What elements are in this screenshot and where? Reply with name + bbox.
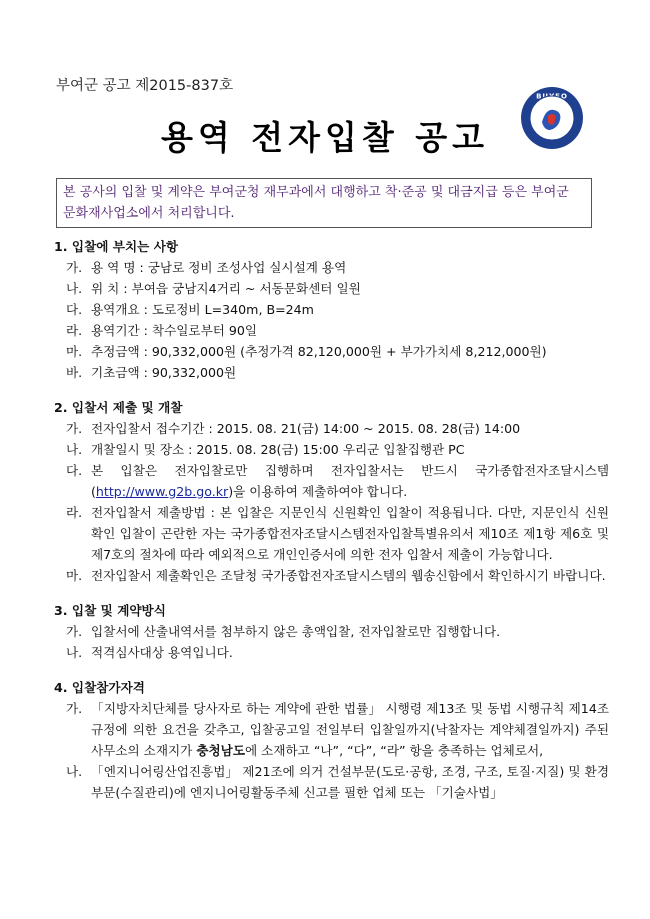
list-item — [54, 341, 609, 362]
item-marker: 마. — [66, 344, 83, 359]
notice-number: 부여군 공고 제2015-837호 — [56, 78, 234, 94]
list-item — [54, 299, 609, 320]
item-marker: 나. — [66, 442, 83, 457]
item-text: 용 역 명 : 궁남로 정비 조성사업 실시설계 용역 — [91, 260, 347, 275]
item-marker: 라. — [66, 323, 83, 338]
list-item — [54, 642, 609, 663]
section-heading: 1. 입찰에 부치는 사항 — [54, 239, 179, 254]
item-text: 용역개요 : 도로정비 L=340m, B=24m — [91, 302, 314, 317]
section-heading: 3. 입찰 및 계약방식 — [54, 603, 166, 618]
notice-box: 본 공사의 입찰 및 계약은 부여군청 재무과에서 대행하고 착·준공 및 대금지급 등은 부여군 문화재사업소에서 처리합니다. — [56, 178, 592, 228]
list-item — [54, 565, 609, 586]
item-text: 입찰서에 산출내역서를 첨부하지 않은 총액입찰, 전자입찰로만 집행합니다. — [91, 624, 501, 639]
item-text: 본 입찰은 전자입찰로만 집행하며 전자입찰서는 반드시 국가종합전자조달시스템 — [91, 463, 609, 478]
item-text-after-bold: 에 소재하고 “나”, “다”, “라” 항을 충족하는 업체로서, — [245, 743, 544, 758]
list-item — [54, 439, 609, 460]
section-heading: 2. 입찰서 제출 및 개찰 — [54, 400, 183, 415]
item-text: 「지방자치단체를 당사자로 하는 계약에 관한 법률」 시행령 제13조 및 동법 시행규칙 제14조 규정에 의한 요건을 갖추고, 입찰공고일 전일부터 입찰일까지(낙찰자는 계약체결일까지) 주된 사무소의 소재지가 — [91, 701, 609, 758]
item-marker: 마. — [66, 568, 83, 583]
list-item — [54, 418, 609, 439]
item-text: 「엔지니어링산업진흥법」 제21조에 의거 건설부문(도로·공항, 조경, 구조, 토질·지질) 및 환경부문(수질관리)에 엔지니어링활동주체 신고를 필한 업체 또는 「기술사법」 — [91, 764, 609, 800]
item-marker: 가. — [66, 421, 83, 436]
item-text: 개찰일시 및 장소 : 2015. 08. 28(금) 15:00 우리군 입찰집행관 PC — [91, 442, 465, 457]
item-text: 전자입찰서 제출확인은 조달청 국가종합전자조달시스템의 웹송신함에서 확인하시기 바랍니다. — [91, 568, 606, 583]
section-heading: 4. 입찰참가자격 — [54, 680, 145, 695]
item-marker: 가. — [66, 260, 83, 275]
item-marker: 가. — [66, 624, 83, 639]
item-marker: 나. — [66, 281, 83, 296]
g2b-link[interactable]: http://www.g2b.go.kr — [95, 484, 229, 499]
svg-text:BUYEO: BUYEO — [536, 92, 568, 101]
list-item — [54, 621, 609, 642]
item-marker: 가. — [66, 701, 83, 716]
section-bid-items — [54, 236, 609, 383]
list-item — [54, 761, 609, 803]
list-item — [54, 257, 609, 278]
list-item — [54, 320, 609, 341]
item-marker: 바. — [66, 365, 83, 380]
item-text-wrap: 본 입찰은 전자입찰로만 집행하며 전자입찰서는 반드시 국가종합전자조달시스템 (http://www.g2b.go.kr)을 이용하여 제출하여야 합니다. — [91, 463, 609, 499]
list-item — [54, 502, 609, 565]
list-item — [54, 460, 609, 502]
section-submission — [54, 397, 609, 586]
item-text: 용역기간 : 착수일로부터 90일 — [91, 323, 258, 338]
item-marker: 나. — [66, 764, 83, 779]
item-text: 적격심사대상 용역입니다. — [91, 645, 233, 660]
page-title: 용역 전자입찰 공고 — [160, 118, 489, 157]
item-marker: 라. — [66, 505, 83, 520]
item-text: 위 치 : 부여읍 궁남지4거리 ~ 서동문화센터 일원 — [91, 281, 361, 296]
item-text: 전자입찰서 접수기간 : 2015. 08. 21(금) 14:00 ~ 2015. 08. 28(금) 14:00 — [91, 421, 521, 436]
item-text: 기초금액 : 90,332,000원 — [91, 365, 237, 380]
item-marker: 다. — [66, 302, 83, 317]
item-text: 추정금액 : 90,332,000원 (추정가격 82,120,000원 + 부가가치세 8,212,000원) — [91, 344, 547, 359]
section-contract-method — [54, 600, 609, 663]
list-item — [54, 362, 609, 383]
item-text-after-link: 을 이용하여 제출하여야 합니다. — [233, 484, 408, 499]
item-text-bold: 충청남도 — [196, 743, 246, 758]
list-item — [54, 698, 609, 761]
item-text-wrap — [91, 698, 609, 761]
section-eligibility — [54, 677, 609, 803]
item-marker: 다. — [66, 463, 83, 478]
announcement-body — [54, 236, 609, 817]
item-text: 전자입찰서 제출방법 : 본 입찰은 지문인식 신원확인 입찰이 적용됩니다. 다만, 지문인식 신원확인 입찰이 곤란한 자는 국가종합전자조달시스템전자입찰특별유의서 제10조 제1항 제6호 및 제7호의 절차에 따라 예외적으로 개인인증서에 의한 전자 입찰서 제출이 가능합니다. — [91, 505, 609, 562]
list-item — [54, 278, 609, 299]
item-marker: 나. — [66, 645, 83, 660]
